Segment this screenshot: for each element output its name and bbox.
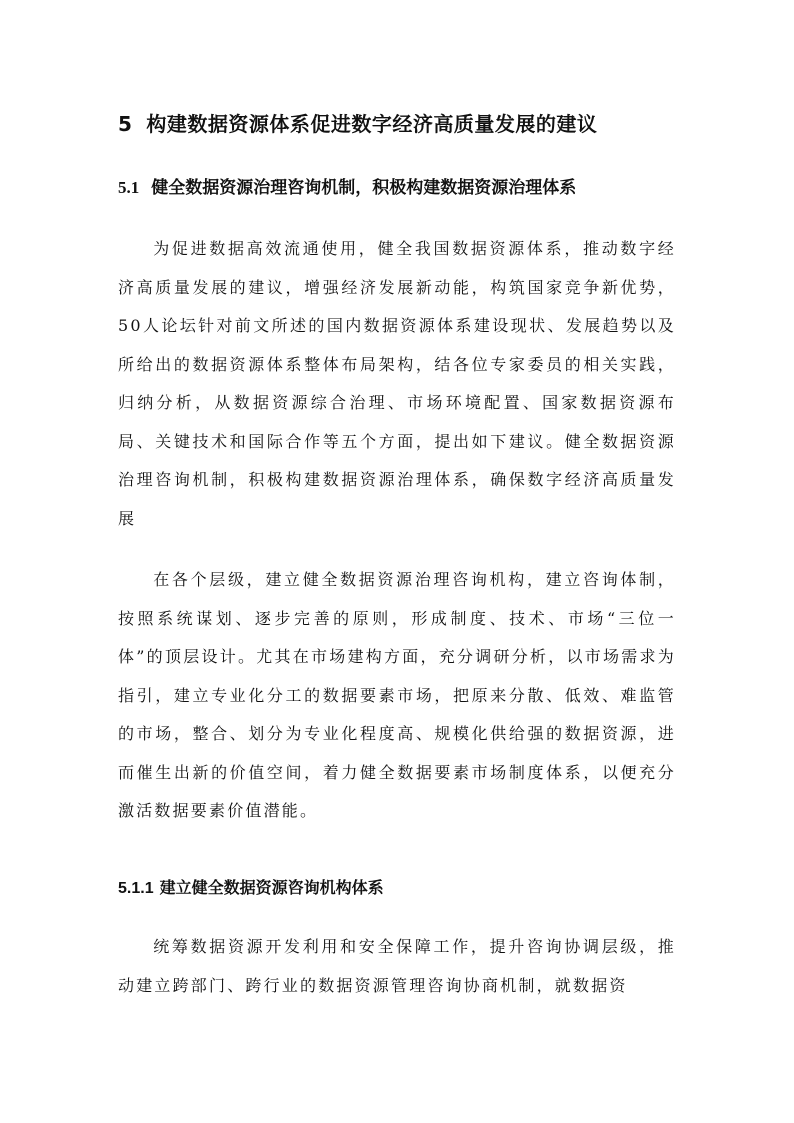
subsection-title: 健全数据资源治理咨询机制，积极构建数据资源治理体系: [151, 178, 577, 198]
body-paragraph: 统筹数据资源开发利用和安全保障工作，提升咨询协调层级，推动建立跨部门、跨行业的数据资源管理咨询协商机制，就数据资: [118, 937, 676, 995]
body-paragraph: 为促进数据高效流通使用，健全我国数据资源体系，推动数字经济高质量发展的建议，增强经济发展新动能，构筑国家竞争新优势，50人论坛针对前文所述的国内数据资源体系建设现状、发展趋势以及所给出的数据资源体系整体布局架构，结各位专家委员的相关实践，归纳分析，从数据资源综合治理、市场环境配置、国家数据资源布局、关键技术和国际合作等五个方面，提出如下建议。健全数据资源治理咨询机制，积极构建数据资源治理体系，确保数字经济高质量发展: [118, 239, 676, 528]
subsubsection-title: 建立健全数据资源咨询机构体系: [159, 878, 384, 897]
subsubsection-number: 5.1.1: [118, 880, 154, 897]
subsubsection-heading: [118, 876, 384, 901]
subsection-number: 5.1: [118, 178, 140, 197]
section-number: 5: [118, 112, 133, 136]
section-title: 构建数据资源体系促进数字经济高质量发展的建议: [146, 112, 598, 136]
subsection-heading: [118, 176, 576, 200]
body-paragraph: 在各个层级，建立健全数据资源治理咨询机构，建立咨询体制，按照系统谋划、逐步完善的原则，形成制度、技术、市场“三位一体”的顶层设计。尤其在市场建构方面，充分调研分析，以市场需求为指引，建立专业化分工的数据要素市场，把原来分散、低效、难监管的市场，整合、划分为专业化程度高、规模化供给强的数据资源，进而催生出新的价值空间，着力健全数据要素市场制度体系，以便充分激活数据要素价值潜能。: [118, 570, 676, 820]
section-heading: [118, 110, 597, 138]
